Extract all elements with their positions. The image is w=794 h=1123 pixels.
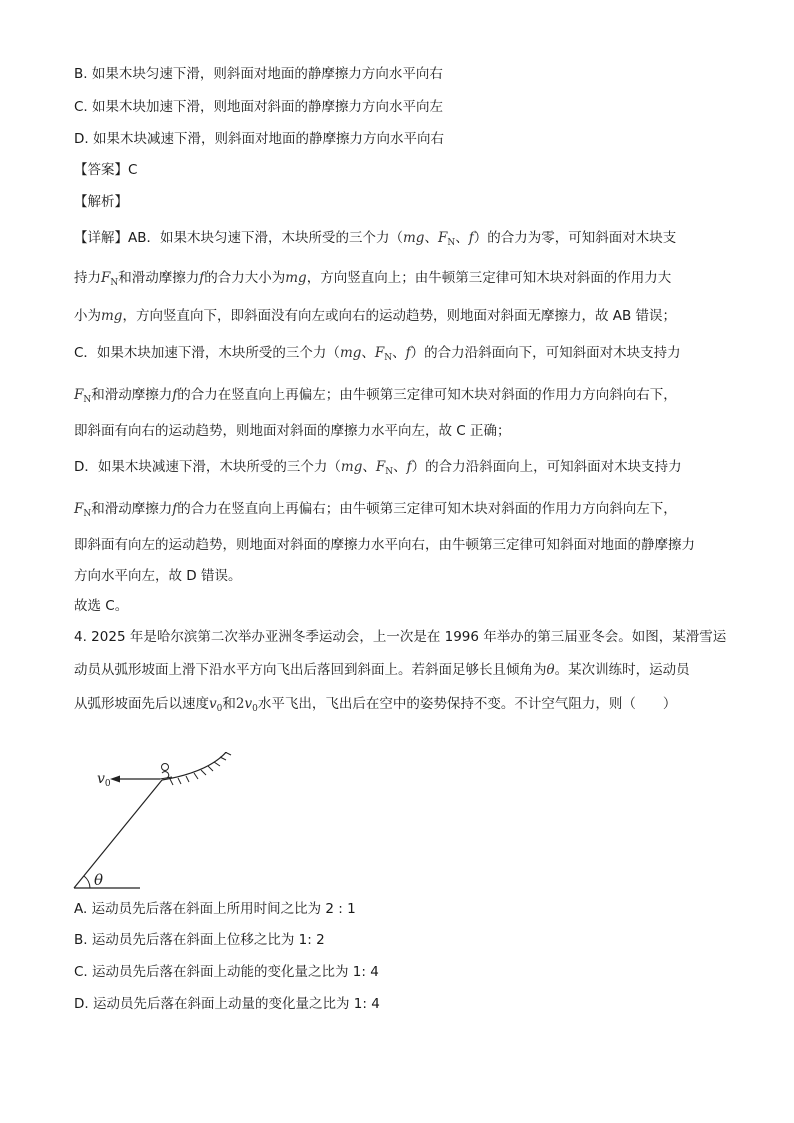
detail-d-line-2: $F_N$和滑动摩擦力f的合力在竖直向上再偏右；由牛顿第三定律可知木块对斜面的作用力方向斜向左下， bbox=[74, 501, 677, 519]
detail-line-1: 【详解】AB．如果木块匀速下滑，木块所受的三个力（mg、$F_N$、f）的合力为零，可知斜面对木块支 bbox=[74, 230, 677, 248]
detail-c-line-3: 即斜面有向右的运动趋势，则地面对斜面的摩擦力水平向左，故 C 正确； bbox=[74, 423, 511, 439]
q4-option-c: C. 运动员先后落在斜面上动能的变化量之比为 1: 4 bbox=[74, 964, 379, 980]
detail-c-line-1: C．如果木块加速下滑，木块所受的三个力（mg、$F_N$、f）的合力沿斜面向下，可知斜面对木块支持力 bbox=[74, 345, 681, 363]
q4-line-2: 动员从弧形坡面上滑下沿水平方向飞出后落回到斜面上。若斜面足够长且倾角为θ。某次训练时，运动员 bbox=[74, 662, 690, 678]
v0-label: $v_0$ bbox=[97, 771, 111, 789]
q4-option-a: A. 运动员先后落在斜面上所用时间之比为 2 : 1 bbox=[74, 901, 356, 917]
arc-slope bbox=[162, 752, 228, 780]
q4-option-b: B. 运动员先后落在斜面上位移之比为 1: 2 bbox=[74, 932, 325, 948]
answer-value: C bbox=[128, 162, 138, 178]
conclusion: 故选 C。 bbox=[74, 598, 129, 614]
q3-option-c: C. 如果木块加速下滑，则地面对斜面的静摩擦力方向水平向左 bbox=[74, 99, 444, 115]
symbol-2v0: $2v_0$ bbox=[235, 696, 258, 714]
q3-option-b: B. 如果木块匀速下滑，则斜面对地面的静摩擦力方向水平向右 bbox=[74, 66, 443, 82]
symbol-fn: $F_N$ bbox=[74, 501, 92, 519]
symbol-fn: $F_N$ bbox=[437, 230, 456, 248]
symbol-f: f bbox=[199, 270, 205, 286]
detail-c-line-2: $F_N$和滑动摩擦力f的合力在竖直向上再偏左；由牛顿第三定律可知木块对斜面的作用力方向斜向右下， bbox=[74, 387, 677, 405]
theta-label: θ bbox=[94, 871, 104, 889]
symbol-f: f bbox=[172, 501, 178, 517]
symbol-v0: $v_0$ bbox=[209, 696, 223, 714]
analysis-tag: 【解析】 bbox=[74, 194, 128, 210]
symbol-fn: $F_N$ bbox=[74, 387, 92, 405]
incline-line bbox=[74, 780, 162, 888]
detail-d-line-3: 即斜面有向左的运动趋势，则地面对斜面的摩擦力水平向右，由牛顿第三定律可知斜面对地面的静摩擦力 bbox=[74, 537, 695, 553]
symbol-f: f bbox=[405, 345, 411, 361]
angle-arc bbox=[84, 876, 90, 888]
q3-answer bbox=[74, 160, 137, 180]
symbol-theta: θ bbox=[546, 662, 555, 678]
symbol-mg: mg bbox=[403, 230, 425, 246]
detail-line-2: 持力$F_N$和滑动摩擦力f的合力大小为mg，方向竖直向上；由牛顿第三定律可知木块对斜面的作用力大 bbox=[74, 270, 672, 288]
symbol-fn: $F_N$ bbox=[374, 345, 393, 363]
symbol-mg: mg bbox=[101, 308, 123, 324]
arrow-head bbox=[110, 776, 120, 783]
symbol-fn: $F_N$ bbox=[101, 270, 119, 288]
detail-d-line-1: D．如果木块减速下滑，木块所受的三个力（mg、$F_N$、f）的合力沿斜面向上，可知斜面对木块支持力 bbox=[74, 459, 682, 477]
answer-tag: 【答案】 bbox=[74, 162, 128, 178]
symbol-f: f bbox=[406, 459, 412, 475]
symbol-f: f bbox=[468, 230, 474, 246]
symbol-mg: mg bbox=[339, 345, 362, 361]
q4-option-d: D. 运动员先后落在斜面上动量的变化量之比为 1: 4 bbox=[74, 996, 380, 1012]
symbol-f: f bbox=[172, 387, 178, 403]
detail-tag: 【详解】 bbox=[74, 230, 128, 246]
skier-icon bbox=[160, 764, 172, 780]
detail-d-line-4: 方向水平向左，故 D 错误。 bbox=[74, 568, 242, 584]
q4-line-1: 4. 2025 年是哈尔滨第二次举办亚洲冬季运动会，上一次是在 1996 年举办的第三届亚冬会。如图，某滑雪运 bbox=[74, 629, 727, 645]
symbol-mg: mg bbox=[340, 459, 363, 475]
q4-line-3: 从弧形坡面先后以速度$v_0$和$2v_0$水平飞出，飞出后在空中的姿势保持不变。不计空气阻力，则（ ） bbox=[74, 696, 677, 714]
symbol-fn: $F_N$ bbox=[375, 459, 394, 477]
detail-line-3: 小为mg，方向竖直向下，即斜面没有向左或向右的运动趋势，则地面对斜面无摩擦力，故 AB 错误； bbox=[74, 308, 677, 324]
q3-option-d: D. 如果木块减速下滑，则斜面对地面的静摩擦力方向水平向右 bbox=[74, 131, 444, 147]
symbol-mg: mg bbox=[285, 270, 307, 286]
ski-slope-figure bbox=[70, 752, 270, 894]
